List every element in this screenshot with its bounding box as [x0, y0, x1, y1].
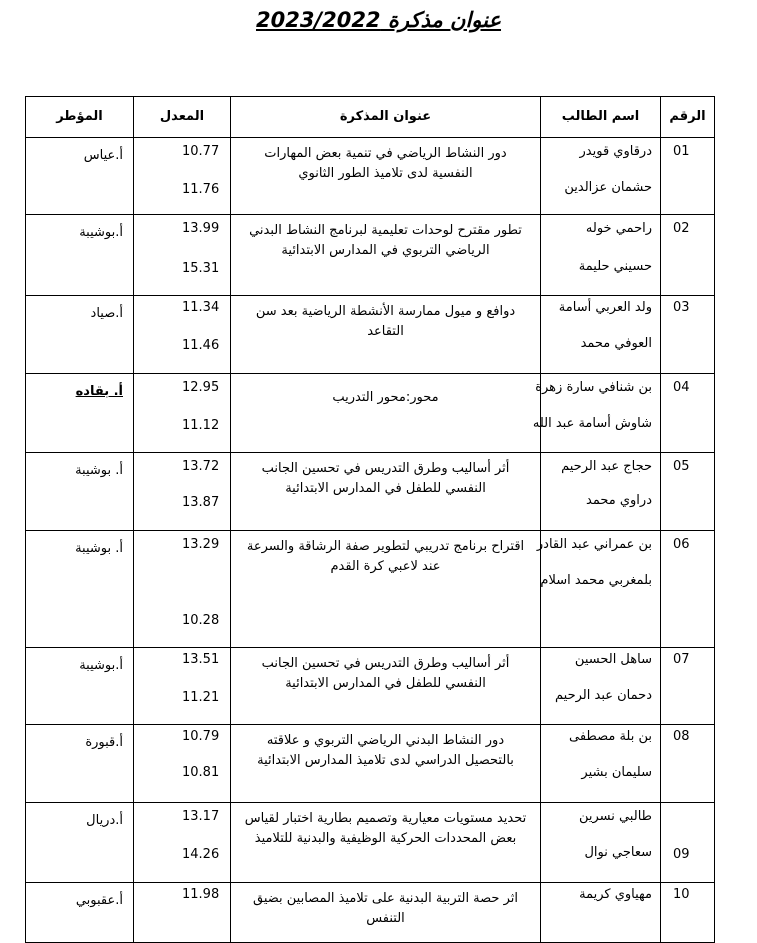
supervisor-cell: أ. بوشيبة: [26, 453, 134, 531]
student-cell: [541, 215, 661, 296]
average-cell: [134, 453, 231, 531]
row-number: 07: [673, 652, 690, 667]
average-cell: [134, 296, 231, 374]
number-cell: [661, 725, 715, 803]
row-number: 08: [673, 729, 690, 744]
average-value: 11.34: [182, 300, 220, 315]
average-value: 12.95: [182, 380, 220, 395]
row-number: 09: [673, 847, 690, 862]
memo-title-cell: اثر حصة التربية البدنية على تلاميذ المصابين بضيق التنفس: [231, 883, 541, 943]
student-cell: [541, 648, 661, 725]
supervisor-cell: أ.بوشيبة: [26, 215, 134, 296]
memo-title-cell: أثر أساليب وطرق التدريس في تحسين الجانب النفسي للطفل في المدارس الابتدائية: [231, 453, 541, 531]
table-row: [26, 648, 715, 725]
average-value: 11.21: [182, 690, 220, 705]
student-name: طالبي نسرين: [578, 809, 652, 824]
number-cell: [661, 296, 715, 374]
average-cell: [134, 725, 231, 803]
page-title: عنوان مذكرة 2023/2022: [255, 8, 502, 32]
table-row: [26, 531, 715, 648]
table-row: [26, 453, 715, 531]
average-cell: [134, 138, 231, 215]
student-name: درقاوي قويدر: [579, 144, 652, 159]
student-name: دراوي محمد: [586, 493, 652, 508]
average-value: 10.79: [182, 729, 220, 744]
memo-table: [25, 96, 715, 943]
memo-title-cell: اقتراح برنامج تدريبي لتطوير صفة الرشاقة والسرعة عند لاعبي كرة القدم: [231, 531, 541, 648]
average-cell: [134, 374, 231, 453]
student-name: شاوش أسامة عبد الله: [532, 416, 652, 431]
student-name: حجاج عبد الرحيم: [561, 459, 652, 474]
student-cell: [541, 725, 661, 803]
row-number: 05: [673, 459, 690, 474]
average-cell: [134, 215, 231, 296]
average-value: 11.46: [182, 338, 220, 353]
student-cell: [541, 453, 661, 531]
student-cell: [536, 531, 661, 648]
number-cell: [661, 215, 715, 296]
row-number: 06: [673, 537, 690, 552]
average-value: 13.17: [182, 809, 220, 824]
table-row: [26, 296, 715, 374]
average-value: 11.98: [182, 887, 220, 902]
number-cell: [661, 138, 715, 215]
row-number: 02: [673, 221, 690, 236]
table-row: [26, 138, 715, 215]
row-number: 01: [673, 144, 690, 159]
number-cell: [661, 648, 715, 725]
table-row: [26, 374, 715, 453]
student-name: سعاجي نوال: [584, 845, 652, 860]
student-cell: [541, 883, 661, 943]
average-value: 10.81: [182, 765, 220, 780]
row-number: 10: [673, 887, 690, 902]
average-value: 13.72: [182, 459, 220, 474]
student-name: بن بلة مصطفى: [569, 729, 652, 744]
student-name: العوفي محمد: [580, 336, 652, 351]
average-cell: [134, 648, 231, 725]
average-value: 13.29: [182, 537, 220, 552]
average-value: 10.77: [182, 144, 220, 159]
table-row: [26, 215, 715, 296]
average-cell: [134, 803, 231, 883]
supervisor-cell: [26, 374, 134, 453]
number-cell: [661, 374, 715, 453]
student-name: ساهل الحسين: [574, 652, 652, 667]
number-cell: [661, 531, 715, 648]
supervisor-cell: أ.دريال: [26, 803, 134, 883]
supervisor-cell: أ.صياد: [26, 296, 134, 374]
header-number: الرقم: [661, 97, 715, 138]
student-cell: [532, 374, 661, 453]
memo-title-cell: أثر أساليب وطرق التدريس في تحسين الجانب النفسي للطفل في المدارس الابتدائية: [231, 648, 541, 725]
memo-title-cell: دور النشاط الرياضي في تنمية بعض المهارات النفسية لدى تلاميذ الطور الثانوي: [231, 138, 541, 215]
header-average: المعدل: [134, 97, 231, 138]
supervisor-cell: أ.قبورة: [26, 725, 134, 803]
student-name: بن عمراني عبد القادر: [536, 537, 652, 552]
table-row: [26, 725, 715, 803]
average-value: 13.87: [182, 495, 220, 510]
average-value: 11.12: [182, 418, 220, 433]
memo-title-cell: محور:محور التدريب: [231, 374, 541, 453]
memo-title-cell: تطور مقترح لوحدات تعليمية لبرنامج النشاط البدني الرياضي التربوي في المدارس الابتدائية: [231, 215, 541, 296]
supervisor-name: أ. بقاده: [75, 384, 123, 399]
row-number: 04: [673, 380, 690, 395]
student-name: راحمي خوله: [585, 221, 652, 236]
table-row: [26, 883, 715, 943]
header-row: [26, 97, 715, 138]
header-supervisor: المؤطر: [26, 97, 134, 138]
average-value: 10.28: [182, 613, 220, 628]
header-title: عنوان المذكرة: [231, 97, 541, 138]
student-name: ولد العربي أسامة: [558, 300, 652, 315]
table-row: [26, 803, 715, 883]
number-cell: [661, 883, 715, 943]
average-value: 15.31: [182, 261, 220, 276]
header-student: اسم الطالب: [541, 97, 661, 138]
supervisor-cell: أ. بوشيبة: [26, 531, 134, 648]
student-cell: [541, 296, 661, 374]
average-cell: [134, 883, 231, 943]
number-cell: [661, 803, 715, 883]
student-name: سليمان بشير: [581, 765, 652, 780]
student-cell: [541, 803, 661, 883]
average-value: 14.26: [182, 847, 220, 862]
student-name: حشمان عزالدين: [564, 180, 652, 195]
memo-title-cell: تحديد مستويات معيارية وتصميم بطارية اختبار لقياس بعض المحددات الحركية الوظيفية والبدنية للتلاميذ: [231, 803, 541, 883]
student-name: بن شنافي سارة زهرة: [535, 380, 652, 395]
student-name: حسيني حليمة: [578, 259, 652, 274]
average-value: 13.99: [182, 221, 220, 236]
student-name: مهياوي كريمة: [579, 887, 652, 902]
supervisor-cell: أ.عياس: [26, 138, 134, 215]
memo-title-cell: دوافع و ميول ممارسة الأنشطة الرياضية بعد سن التقاعد: [231, 296, 541, 374]
student-cell: [541, 138, 661, 215]
average-value: 13.51: [182, 652, 220, 667]
student-name: دحمان عبد الرحيم: [555, 688, 652, 703]
supervisor-cell: أ.عقبوبي: [26, 883, 134, 943]
number-cell: [661, 453, 715, 531]
supervisor-cell: أ.بوشيبة: [26, 648, 134, 725]
row-number: 03: [673, 300, 690, 315]
student-name: بلمغربي محمد اسلام: [540, 573, 652, 588]
average-value: 11.76: [182, 182, 220, 197]
memo-title-cell: دور النشاط البدني الرياضي التربوي و علاقته بالتحصيل الدراسي لدى تلاميذ المدارس الابتدائية: [231, 725, 541, 803]
average-cell: [134, 531, 231, 648]
